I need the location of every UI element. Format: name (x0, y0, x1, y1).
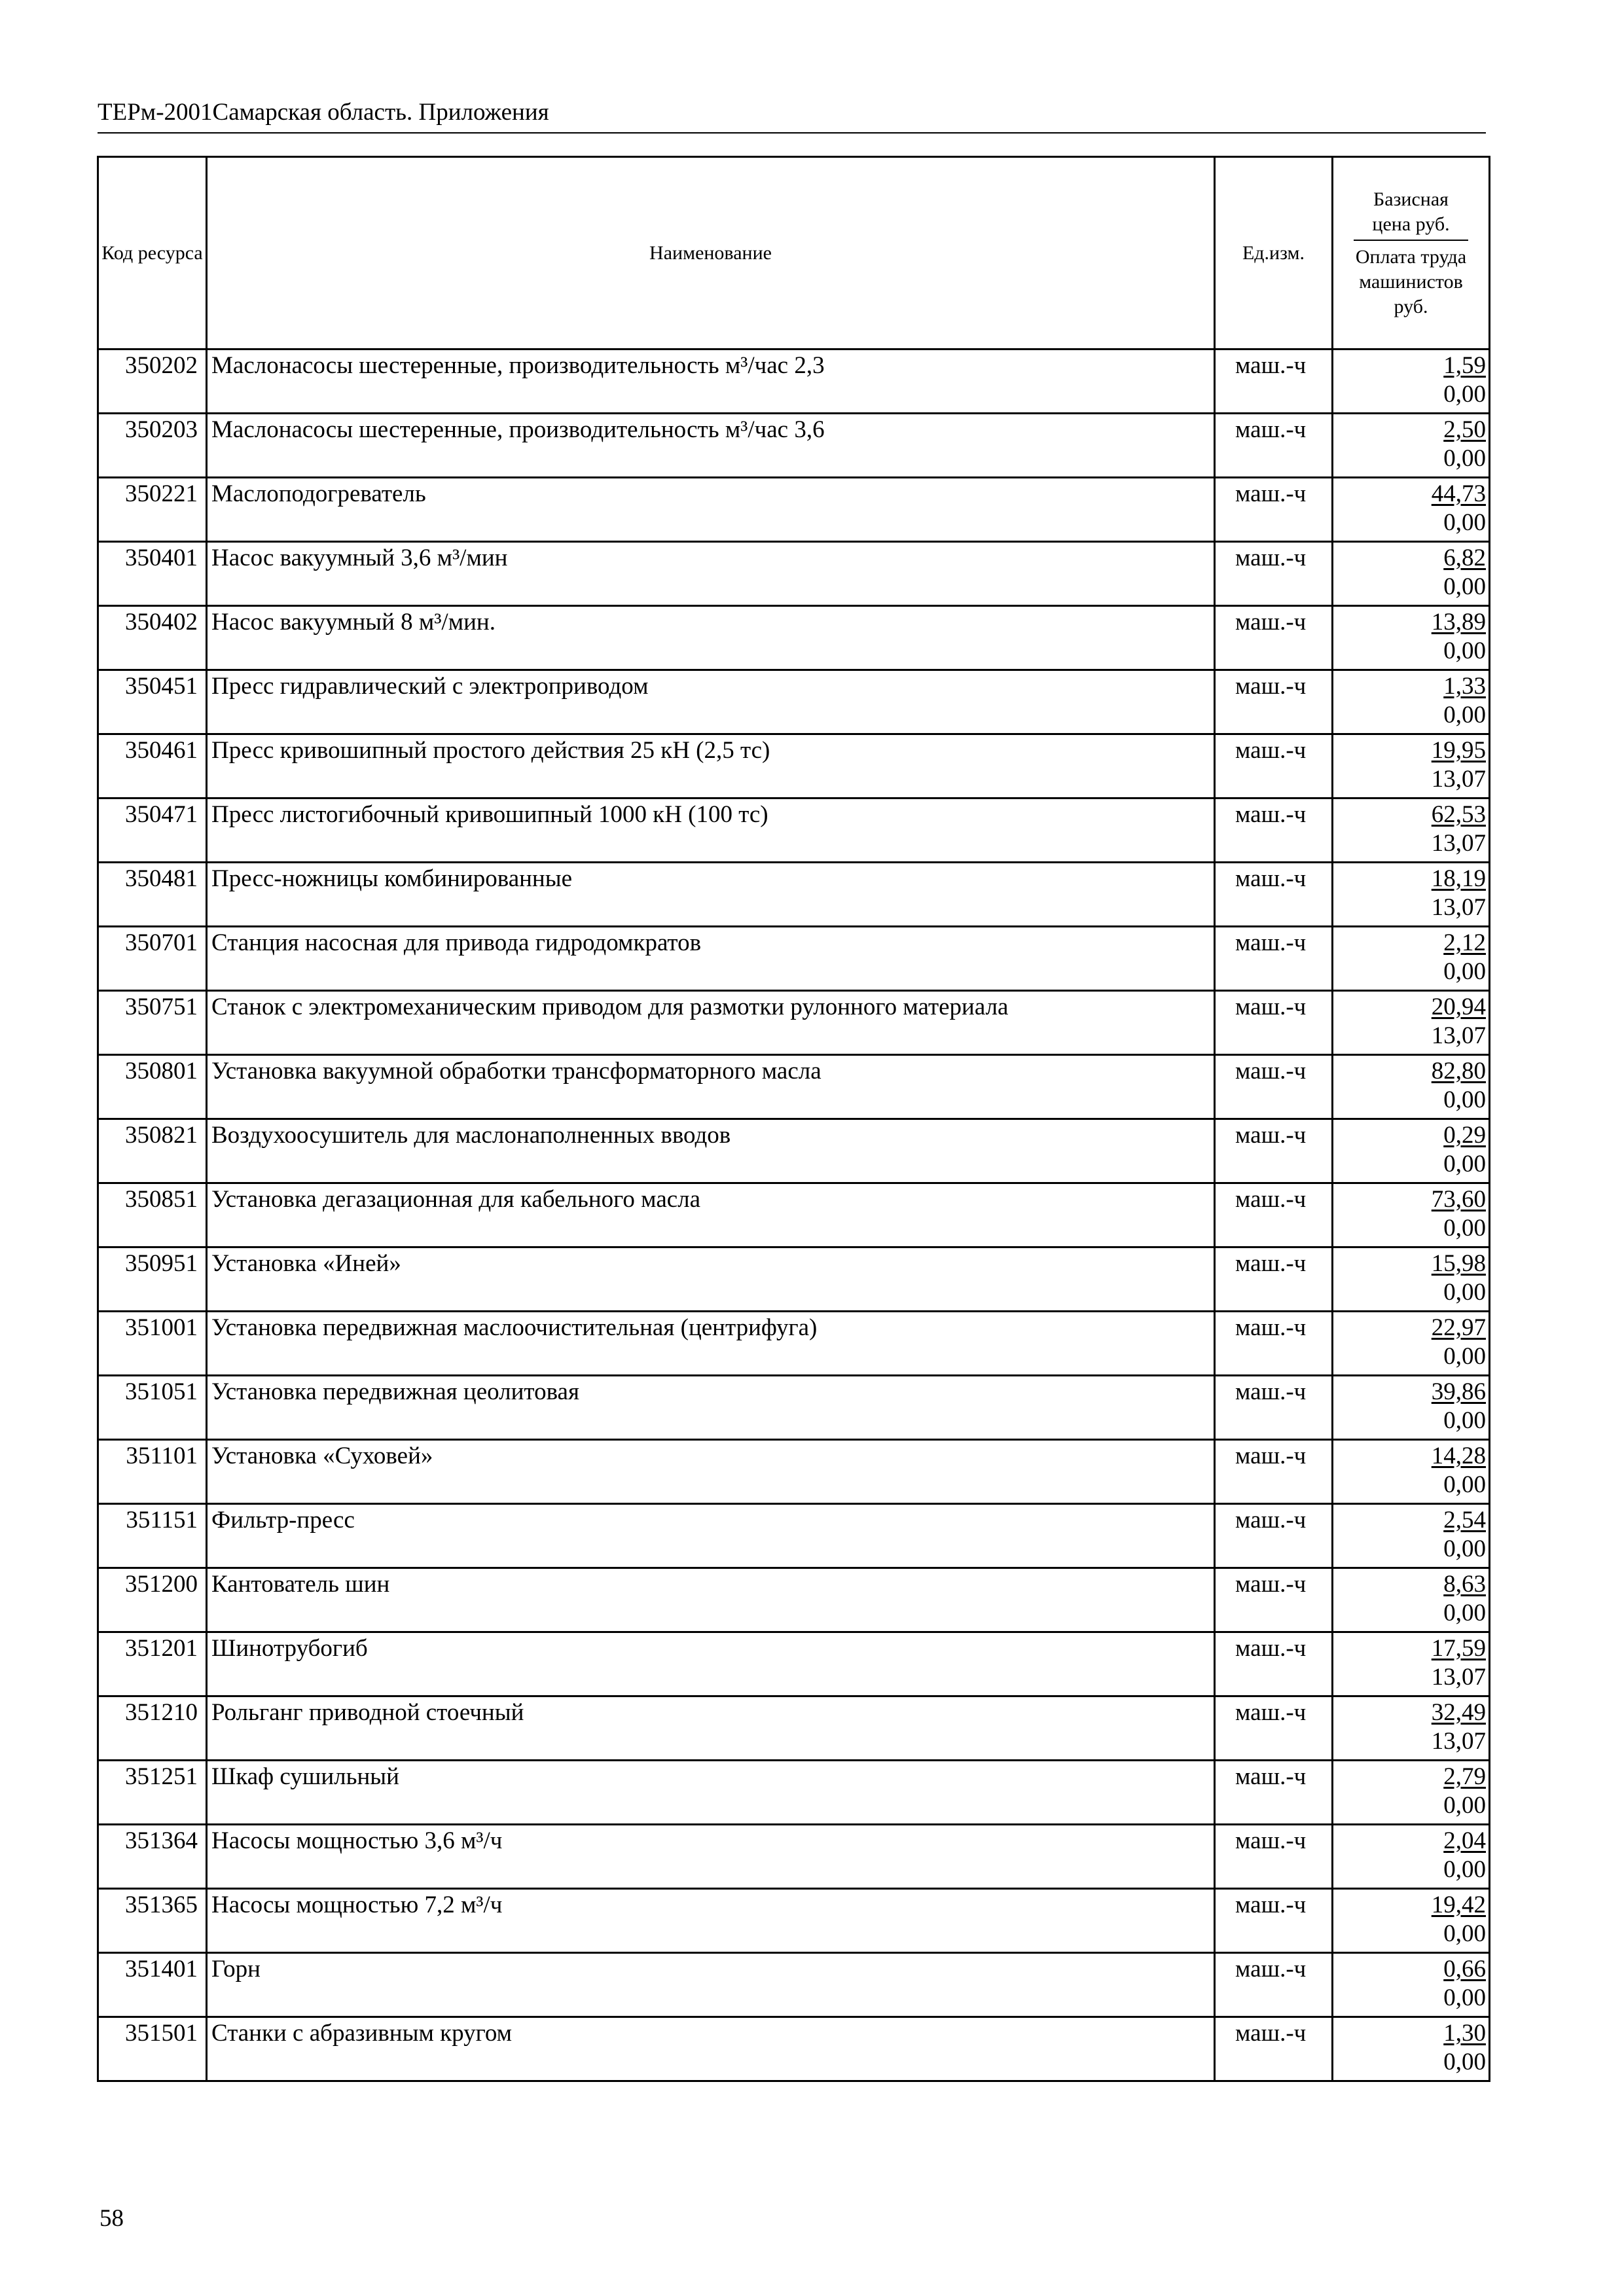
operator-wage: 0,00 (1443, 381, 1486, 408)
table-row (98, 1761, 1490, 1825)
table-row (98, 414, 1490, 478)
header-price (1333, 157, 1490, 350)
cell-price (1333, 1889, 1490, 1953)
header-name: Наименование (207, 157, 1215, 350)
operator-wage: 13,07 (1431, 1728, 1486, 1755)
resource-table (97, 156, 1490, 2082)
operator-wage: 0,00 (1443, 1471, 1486, 1498)
cell-name: Маслонасосы шестеренные, производительность м³/час 3,6 (207, 414, 1215, 478)
base-price: 14,28 (1431, 1443, 1486, 1469)
cell-unit: маш.-ч (1215, 414, 1333, 478)
cell-price (1333, 1761, 1490, 1825)
cell-name: Установка передвижная цеолитовая (207, 1376, 1215, 1440)
cell-name: Фильтр-пресс (207, 1504, 1215, 1568)
cell-unit: маш.-ч (1215, 798, 1333, 863)
cell-name: Рольганг приводной стоечный (207, 1696, 1215, 1761)
cell-unit: маш.-ч (1215, 1376, 1333, 1440)
cell-price (1333, 863, 1490, 927)
page-number: 58 (99, 2205, 124, 2232)
operator-wage: 13,07 (1431, 1022, 1486, 1049)
cell-code: 350481 (98, 863, 207, 927)
cell-name: Пресс гидравлический с электроприводом (207, 670, 1215, 734)
table-row (98, 1247, 1490, 1312)
cell-name: Насосы мощностью 7,2 м³/ч (207, 1889, 1215, 1953)
table-row (98, 1825, 1490, 1889)
cell-code: 351101 (98, 1440, 207, 1504)
cell-unit: маш.-ч (1215, 1632, 1333, 1696)
cell-code: 350801 (98, 1055, 207, 1119)
cell-name: Насос вакуумный 3,6 м³/мин (207, 542, 1215, 606)
cell-name: Станок с электромеханическим приводом для размотки рулонного материала (207, 991, 1215, 1055)
cell-price (1333, 1183, 1490, 1247)
cell-unit: маш.-ч (1215, 1889, 1333, 1953)
base-price: 2,12 (1443, 929, 1486, 956)
cell-unit: маш.-ч (1215, 670, 1333, 734)
cell-unit: маш.-ч (1215, 1568, 1333, 1632)
cell-price (1333, 798, 1490, 863)
cell-name: Насос вакуумный 8 м³/мин. (207, 606, 1215, 670)
cell-code: 351364 (98, 1825, 207, 1889)
cell-code: 350221 (98, 478, 207, 542)
cell-name: Станция насосная для привода гидродомкратов (207, 927, 1215, 991)
operator-wage: 0,00 (1443, 1407, 1486, 1434)
cell-unit: маш.-ч (1215, 1953, 1333, 2017)
base-price: 0,29 (1443, 1122, 1486, 1149)
operator-wage: 0,00 (1443, 1279, 1486, 1306)
cell-name: Шинотрубогиб (207, 1632, 1215, 1696)
table-row (98, 734, 1490, 798)
table-row (98, 1953, 1490, 2017)
table-row (98, 1504, 1490, 1568)
base-price: 1,30 (1443, 2020, 1486, 2047)
cell-unit: маш.-ч (1215, 863, 1333, 927)
cell-name: Установка вакуумной обработки трансформаторного масла (207, 1055, 1215, 1119)
header-title: ТЕРм-2001Самарская область. Приложения (98, 99, 549, 126)
cell-price (1333, 927, 1490, 991)
table-row (98, 1312, 1490, 1376)
operator-wage: 0,00 (1443, 637, 1486, 664)
operator-wage: 0,00 (1443, 1600, 1486, 1626)
table-row (98, 1376, 1490, 1440)
cell-code: 351001 (98, 1312, 207, 1376)
cell-unit: маш.-ч (1215, 1825, 1333, 1889)
table-row (98, 350, 1490, 414)
cell-name: Установка «Иней» (207, 1247, 1215, 1312)
cell-code: 351365 (98, 1889, 207, 1953)
cell-name: Насосы мощностью 3,6 м³/ч (207, 1825, 1215, 1889)
operator-wage: 0,00 (1443, 1086, 1486, 1113)
cell-unit: маш.-ч (1215, 1183, 1333, 1247)
header-code: Код ресурса (98, 157, 207, 350)
cell-code: 350402 (98, 606, 207, 670)
cell-unit: маш.-ч (1215, 927, 1333, 991)
cell-price (1333, 1055, 1490, 1119)
table-row (98, 1119, 1490, 1183)
cell-unit: маш.-ч (1215, 991, 1333, 1055)
table-row (98, 991, 1490, 1055)
cell-code: 350203 (98, 414, 207, 478)
cell-unit: маш.-ч (1215, 606, 1333, 670)
operator-wage: 0,00 (1443, 1792, 1486, 1819)
base-price: 39,86 (1431, 1378, 1486, 1405)
cell-code: 350951 (98, 1247, 207, 1312)
table-row (98, 606, 1490, 670)
cell-price (1333, 1504, 1490, 1568)
operator-wage: 0,00 (1443, 1856, 1486, 1883)
base-price: 2,79 (1443, 1763, 1486, 1790)
cell-price (1333, 1696, 1490, 1761)
cell-code: 351251 (98, 1761, 207, 1825)
base-price: 18,19 (1431, 865, 1486, 892)
header-price-top: Базисная цена руб. (1372, 188, 1450, 235)
cell-code: 351401 (98, 1953, 207, 2017)
base-price: 44,73 (1431, 480, 1486, 507)
cell-name: Маслонасосы шестеренные, производительность м³/час 2,3 (207, 350, 1215, 414)
operator-wage: 0,00 (1443, 1984, 1486, 2011)
cell-name: Шкаф сушильный (207, 1761, 1215, 1825)
header-price-separator (1354, 240, 1468, 241)
page-header (98, 98, 1486, 134)
operator-wage: 0,00 (1443, 1215, 1486, 1242)
cell-name: Установка «Суховей» (207, 1440, 1215, 1504)
cell-code: 351151 (98, 1504, 207, 1568)
base-price: 2,54 (1443, 1507, 1486, 1534)
table-header-row (98, 157, 1490, 350)
base-price: 82,80 (1431, 1058, 1486, 1085)
operator-wage: 0,00 (1443, 702, 1486, 728)
cell-price (1333, 606, 1490, 670)
cell-name: Установка передвижная маслоочистительная (центрифуга) (207, 1312, 1215, 1376)
cell-price (1333, 1825, 1490, 1889)
table-row (98, 542, 1490, 606)
cell-price (1333, 414, 1490, 478)
table-row (98, 1632, 1490, 1696)
cell-price (1333, 734, 1490, 798)
base-price: 73,60 (1431, 1186, 1486, 1213)
cell-unit: маш.-ч (1215, 350, 1333, 414)
base-price: 17,59 (1431, 1635, 1486, 1662)
base-price: 19,42 (1431, 1892, 1486, 1918)
cell-unit: маш.-ч (1215, 1247, 1333, 1312)
cell-unit: маш.-ч (1215, 478, 1333, 542)
cell-unit: маш.-ч (1215, 1312, 1333, 1376)
cell-code: 350821 (98, 1119, 207, 1183)
cell-name: Пресс-ножницы комбинированные (207, 863, 1215, 927)
base-price: 62,53 (1431, 801, 1486, 828)
cell-code: 350701 (98, 927, 207, 991)
cell-price (1333, 1568, 1490, 1632)
operator-wage: 0,00 (1443, 445, 1486, 472)
cell-price (1333, 1312, 1490, 1376)
cell-price (1333, 670, 1490, 734)
cell-code: 350461 (98, 734, 207, 798)
base-price: 0,66 (1443, 1956, 1486, 1982)
table-row (98, 1440, 1490, 1504)
operator-wage: 0,00 (1443, 1535, 1486, 1562)
cell-price (1333, 1953, 1490, 2017)
cell-code: 350471 (98, 798, 207, 863)
header-price-bottom: Оплата труда машинистов руб. (1355, 245, 1467, 317)
cell-price (1333, 542, 1490, 606)
base-price: 20,94 (1431, 994, 1486, 1020)
table-row (98, 927, 1490, 991)
cell-price (1333, 1247, 1490, 1312)
cell-unit: маш.-ч (1215, 1504, 1333, 1568)
cell-code: 351051 (98, 1376, 207, 1440)
cell-code: 351200 (98, 1568, 207, 1632)
table-row (98, 670, 1490, 734)
operator-wage: 0,00 (1443, 1343, 1486, 1370)
cell-price (1333, 478, 1490, 542)
operator-wage: 0,00 (1443, 1920, 1486, 1947)
operator-wage: 0,00 (1443, 2049, 1486, 2075)
table-row (98, 2017, 1490, 2081)
cell-name: Пресс листогибочный кривошипный 1000 кН (100 тс) (207, 798, 1215, 863)
operator-wage: 0,00 (1443, 1151, 1486, 1177)
cell-price (1333, 1376, 1490, 1440)
cell-name: Установка дегазационная для кабельного масла (207, 1183, 1215, 1247)
cell-name: Станки с абразивным кругом (207, 2017, 1215, 2081)
cell-code: 351501 (98, 2017, 207, 2081)
cell-name: Маслоподогреватель (207, 478, 1215, 542)
cell-name: Горн (207, 1953, 1215, 2017)
cell-unit: маш.-ч (1215, 1761, 1333, 1825)
cell-unit: маш.-ч (1215, 1119, 1333, 1183)
operator-wage: 0,00 (1443, 573, 1486, 600)
table-row (98, 478, 1490, 542)
base-price: 2,04 (1443, 1827, 1486, 1854)
cell-code: 351201 (98, 1632, 207, 1696)
base-price: 1,59 (1443, 352, 1486, 379)
table-row (98, 798, 1490, 863)
operator-wage: 13,07 (1431, 830, 1486, 857)
cell-price (1333, 350, 1490, 414)
base-price: 22,97 (1431, 1314, 1486, 1341)
cell-name: Пресс кривошипный простого действия 25 кН (2,5 тс) (207, 734, 1215, 798)
cell-unit: маш.-ч (1215, 1696, 1333, 1761)
table-row (98, 1889, 1490, 1953)
cell-price (1333, 991, 1490, 1055)
table-row (98, 1568, 1490, 1632)
cell-price (1333, 1119, 1490, 1183)
table-row (98, 1055, 1490, 1119)
header-unit: Ед.изм. (1215, 157, 1333, 350)
cell-code: 350451 (98, 670, 207, 734)
cell-unit: маш.-ч (1215, 1440, 1333, 1504)
table-row (98, 1183, 1490, 1247)
base-price: 15,98 (1431, 1250, 1486, 1277)
table-row (98, 863, 1490, 927)
cell-price (1333, 1440, 1490, 1504)
cell-price (1333, 1632, 1490, 1696)
operator-wage: 0,00 (1443, 509, 1486, 536)
base-price: 13,89 (1431, 609, 1486, 636)
cell-name: Кантователь шин (207, 1568, 1215, 1632)
base-price: 8,63 (1443, 1571, 1486, 1598)
cell-unit: маш.-ч (1215, 734, 1333, 798)
base-price: 2,50 (1443, 416, 1486, 443)
base-price: 1,33 (1443, 673, 1486, 700)
cell-unit: маш.-ч (1215, 1055, 1333, 1119)
cell-unit: маш.-ч (1215, 2017, 1333, 2081)
cell-name: Воздухоосушитель для маслонаполненных вводов (207, 1119, 1215, 1183)
cell-code: 350751 (98, 991, 207, 1055)
base-price: 32,49 (1431, 1699, 1486, 1726)
cell-unit: маш.-ч (1215, 542, 1333, 606)
base-price: 6,82 (1443, 545, 1486, 571)
operator-wage: 13,07 (1431, 894, 1486, 921)
base-price: 19,95 (1431, 737, 1486, 764)
operator-wage: 13,07 (1431, 766, 1486, 793)
cell-code: 351210 (98, 1696, 207, 1761)
cell-code: 350851 (98, 1183, 207, 1247)
cell-price (1333, 2017, 1490, 2081)
table-row (98, 1696, 1490, 1761)
cell-code: 350401 (98, 542, 207, 606)
operator-wage: 13,07 (1431, 1664, 1486, 1691)
operator-wage: 0,00 (1443, 958, 1486, 985)
cell-code: 350202 (98, 350, 207, 414)
